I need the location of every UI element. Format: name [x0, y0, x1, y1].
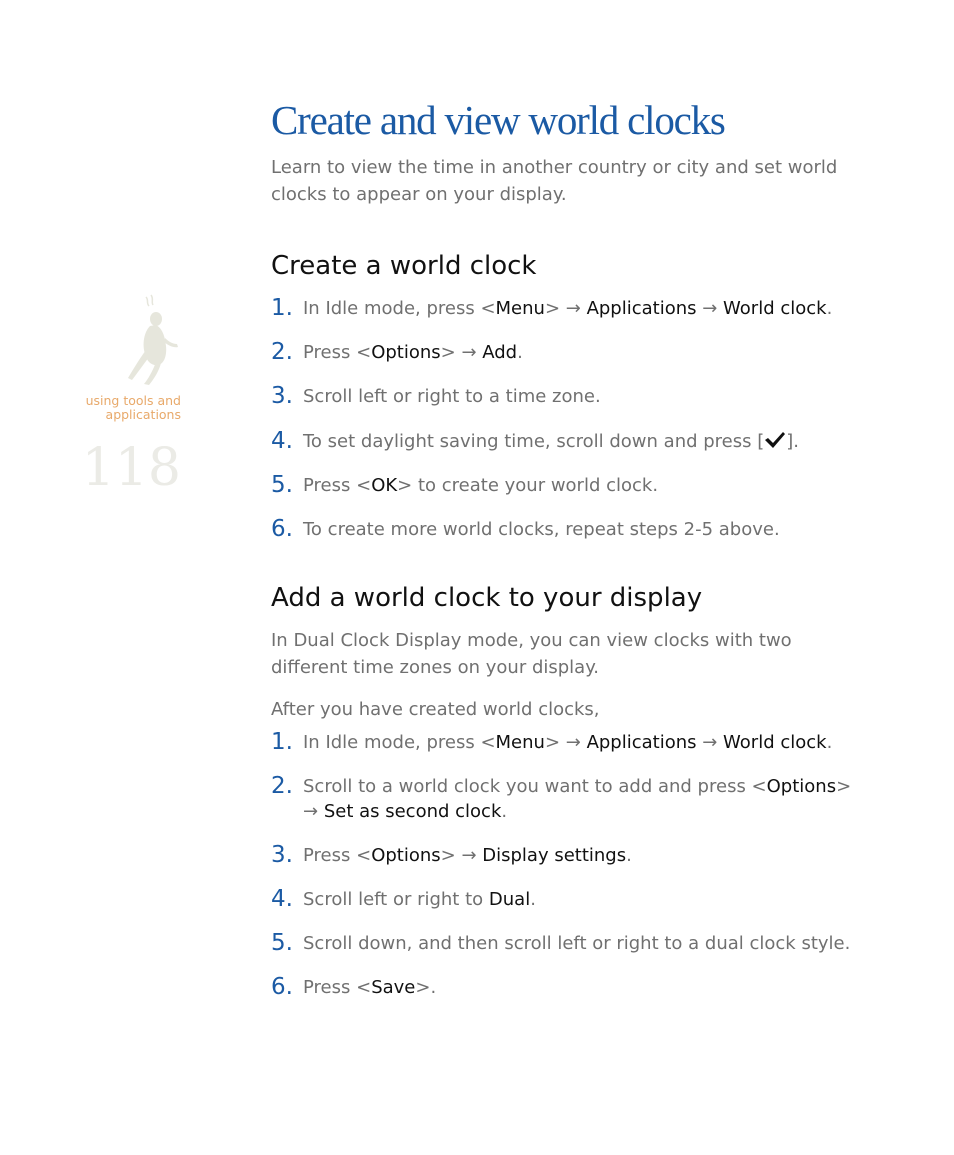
page-number: 118: [81, 438, 181, 498]
step-number: 2.: [271, 773, 293, 799]
step-item: 4. To set daylight saving time, scroll down and press [ ].: [271, 428, 799, 454]
display-para-2: After you have created world clocks,: [271, 699, 600, 720]
step-item: 6. To create more world clocks, repeat steps 2-5 above.: [271, 516, 780, 542]
page-title: Create and view world clocks: [271, 97, 725, 143]
step-item: 6. Press <Save>.: [271, 974, 437, 1000]
display-steps-list: [271, 730, 871, 1000]
step-number: 1.: [271, 729, 293, 755]
step-item: 1. In Idle mode, press <Menu> → Applications → World clock.: [271, 729, 833, 755]
heading-add-world-clock: Add a world clock to your display: [271, 583, 703, 613]
step-item: 5. Press <OK> to create your world clock.: [271, 472, 659, 498]
step-item: 3. Scroll left or right to a time zone.: [271, 383, 601, 409]
check-icon: [764, 430, 786, 450]
step-number: 3.: [271, 842, 293, 868]
heading-create-world-clock: Create a world clock: [271, 251, 537, 281]
step-item: 1. In Idle mode, press <Menu> → Applications → World clock.: [271, 295, 833, 321]
step-number: 5.: [271, 930, 293, 956]
section-label: using tools and applications: [85, 393, 181, 422]
intro-text: Learn to view the time in another country or city and set world clocks to appear on your display.: [271, 157, 838, 205]
step-number: 4.: [271, 886, 293, 912]
step-number: 1.: [271, 295, 293, 321]
display-para-1: In Dual Clock Display mode, you can view clocks with two different time zones on your display.: [271, 630, 792, 678]
step-number: 6.: [271, 974, 293, 1000]
step-number: 6.: [271, 516, 293, 542]
step-number: 4.: [271, 428, 293, 454]
figure-illustration-icon: [122, 292, 182, 388]
step-item: 3. Press <Options> → Display settings.: [271, 842, 632, 868]
step-item: 2. Press <Options> → Add.: [271, 339, 523, 365]
step-item: 4. Scroll left or right to Dual.: [271, 886, 536, 912]
content: [271, 96, 871, 1000]
step-item: 5. Scroll down, and then scroll left or right to a dual clock style.: [271, 930, 851, 956]
step-number: 3.: [271, 383, 293, 409]
step-number: 5.: [271, 472, 293, 498]
step-item: 2. Scroll to a world clock you want to add and press <Options> → Set as second clock.: [271, 773, 852, 822]
step-number: 2.: [271, 339, 293, 365]
create-steps-list: [271, 296, 871, 542]
